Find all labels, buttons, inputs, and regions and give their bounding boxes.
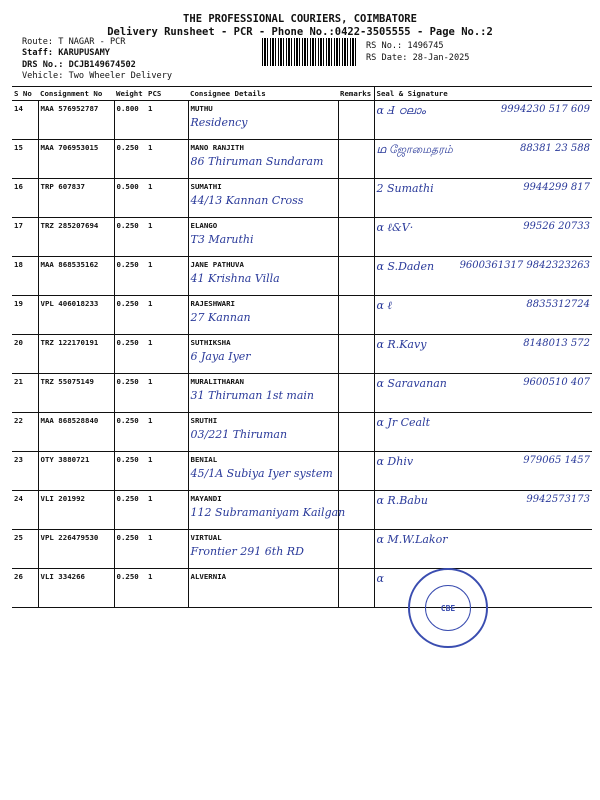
sno-cell: 25 [12,530,38,569]
sno-cell: 22 [12,413,38,452]
remarks-cell [338,335,374,374]
handwritten-address: 44/13 Kannan Cross [190,194,304,207]
staff-value: KARUPUSAMY [58,48,110,58]
courier-seal-stamp [408,568,488,648]
consignment-cell: VLI 334266 [38,569,114,608]
table-row [12,335,592,374]
handwritten-signature: α Dhiv [376,455,414,468]
handwritten-address: 45/1A Subiya Iyer system [190,467,333,480]
consignee-name: JANE PATHUVA [190,260,244,269]
weight-cell: 0.250 [114,218,146,257]
consignee-name: MUTHU [190,104,213,113]
sno-cell: 16 [12,179,38,218]
pcs-cell: 1 [146,491,188,530]
consignee-cell [188,413,338,452]
signature-cell [374,335,592,374]
consignment-cell: VLI 201992 [38,491,114,530]
handwritten-signature: α M.W.Lakor [376,533,448,546]
col-consignment: Consignment No [38,87,114,101]
consignment-cell: MAA 706953015 [38,140,114,179]
signature-cell [374,374,592,413]
consignment-cell: MAA 868535162 [38,257,114,296]
handwritten-signature: α [376,572,384,585]
signature-cell [374,257,592,296]
sno-cell: 15 [12,140,38,179]
consignment-cell: OTY 3880721 [38,452,114,491]
consignee-cell [188,101,338,140]
handwritten-address: Residency [190,116,248,129]
remarks-cell [338,530,374,569]
consignee-name: MURALITHARAN [190,377,244,386]
handwritten-address: T3 Maruthi [190,233,254,246]
table-row [12,296,592,335]
table-row [12,179,592,218]
table-row [12,374,592,413]
consignee-name: MAYANDI [190,494,222,503]
consignee-cell [188,530,338,569]
weight-cell: 0.500 [114,179,146,218]
consignment-cell: VPL 406018233 [38,296,114,335]
table-row [12,569,592,608]
consignment-cell: TRZ 122170191 [38,335,114,374]
consignee-cell [188,218,338,257]
signature-cell [374,140,592,179]
signature-cell [374,101,592,140]
consignment-cell: MAA 868528840 [38,413,114,452]
sno-cell: 24 [12,491,38,530]
sno-cell: 17 [12,218,38,257]
table-row [12,140,592,179]
pcs-cell: 1 [146,413,188,452]
drs-label: DRS No.: [22,60,64,70]
handwritten-phone: 8148013 572 [523,338,590,349]
table-row [12,452,592,491]
consignee-name: ELANGO [190,221,218,230]
weight-cell: 0.250 [114,452,146,491]
sno-cell: 26 [12,569,38,608]
signature-cell [374,296,592,335]
consignee-name: SUTHIKSHA [190,338,231,347]
weight-cell: 0.250 [114,374,146,413]
pcs-cell: 1 [146,335,188,374]
pcs-cell: 1 [146,179,188,218]
signature-cell [374,218,592,257]
signature-cell [374,530,592,569]
handwritten-phone: 9600361317 9842323263 [459,260,590,271]
consignee-name: BENIAL [190,455,218,464]
consignee-cell [188,179,338,218]
table-row [12,218,592,257]
consignee-cell [188,257,338,296]
handwritten-address: 03/221 Thiruman [190,428,288,441]
runsheet-subtitle: Delivery Runsheet - PCR - Phone No.:0422-3505555 - Page No.:2 [107,26,493,38]
handwritten-address: 27 Kannan [190,311,251,324]
table-row [12,257,592,296]
sno-cell: 19 [12,296,38,335]
remarks-cell [338,413,374,452]
handwritten-phone: 979065 1457 [523,455,590,466]
staff-line [22,48,110,58]
col-consignee: Consignee Details [188,87,338,101]
table-row [12,101,592,140]
handwritten-address: Frontier 291 6th RD [190,545,304,558]
consignee-name: VIRTUAL [190,533,222,542]
handwritten-phone: 99526 20733 [523,221,590,232]
sno-cell: 18 [12,257,38,296]
consignee-name: ALVERNIA [190,572,227,581]
table-row [12,491,592,530]
remarks-cell [338,257,374,296]
consignment-cell: MAA 576952787 [38,101,114,140]
weight-cell: 0.250 [114,569,146,608]
signature-cell [374,452,592,491]
pcs-cell: 1 [146,530,188,569]
weight-cell: 0.250 [114,413,146,452]
handwritten-phone: 88381 23 588 [520,143,590,154]
consignee-cell [188,491,346,530]
col-remarks: Remarks [338,87,374,101]
col-signature: Seal & Signature [374,87,592,101]
remarks-cell [338,452,374,491]
consignee-cell [188,296,338,335]
table-header-row [12,87,592,101]
pcs-cell: 1 [146,296,188,335]
signature-cell [374,491,592,530]
sno-cell: 20 [12,335,38,374]
weight-cell: 0.250 [114,296,146,335]
pcs-cell: 1 [146,374,188,413]
pcs-cell: 1 [146,218,188,257]
barcode [262,38,358,66]
remarks-cell [338,374,374,413]
staff-label: Staff: [22,48,54,58]
pcs-cell: 1 [146,140,188,179]
sno-cell: 21 [12,374,38,413]
pcs-cell: 1 [146,452,188,491]
col-sno: S No [12,87,38,101]
handwritten-phone: 9944299 817 [523,182,590,193]
vehicle-text: Vehicle: Two Wheeler Delivery [22,71,173,81]
runsheet-table [12,86,592,608]
consignee-cell [188,569,338,608]
col-pcs: PCS [146,87,188,101]
route-text: Route: T NAGAR - PCR [22,37,126,47]
signature-cell [374,413,592,452]
handwritten-signature: α R.Kavy [376,338,427,351]
handwritten-signature: α ℓ&V· [376,221,414,234]
consignee-cell [188,335,338,374]
remarks-cell [338,296,374,335]
handwritten-signature: α Saravanan [376,377,447,390]
handwritten-phone: 9942573173 [526,494,590,505]
handwritten-phone: 9994230 517 609 [500,104,590,115]
signature-cell [374,179,592,218]
consignee-cell [188,374,338,413]
col-weight: Weight [114,87,146,101]
remarks-cell [338,569,374,608]
weight-cell: 0.250 [114,335,146,374]
handwritten-signature: α Ⅎ ഠലാം [376,104,426,117]
handwritten-phone: 8835312724 [526,299,590,310]
consignee-name: MANO RANJITH [190,143,244,152]
rs-number: RS No.: 1496745 [366,41,444,51]
handwritten-signature: 2 Sumathi [376,182,434,195]
consignee-name: SRUTHI [190,416,218,425]
handwritten-signature: α Jr Cealt [376,416,431,429]
handwritten-signature: α R.Babu [376,494,428,507]
consignment-cell: VPL 226479530 [38,530,114,569]
handwritten-address: 112 Subramaniyam Kailgan [190,506,346,519]
pcs-cell: 1 [146,101,188,140]
handwritten-phone: 9600510 407 [523,377,590,388]
remarks-cell [338,218,374,257]
consignee-cell [188,452,338,491]
sno-cell: 23 [12,452,38,491]
weight-cell: 0.250 [114,491,146,530]
table-row [12,413,592,452]
handwritten-address: 41 Krishna Villa [190,272,280,285]
weight-cell: 0.250 [114,530,146,569]
remarks-cell [338,101,374,140]
sno-cell: 14 [12,101,38,140]
remarks-cell [338,179,374,218]
weight-cell: 0.250 [114,257,146,296]
consignment-cell: TRZ 285207694 [38,218,114,257]
consignment-cell: TRP 607837 [38,179,114,218]
handwritten-signature: α S.Daden [376,260,435,273]
drs-value: DCJB149674502 [68,60,136,70]
handwritten-signature: α ℓ [376,299,393,312]
remarks-cell [338,140,374,179]
weight-cell: 0.800 [114,101,146,140]
company-title: THE PROFESSIONAL COURIERS, COIMBATORE [183,13,417,25]
table-row [12,530,592,569]
handwritten-signature: ഥ ஜோமைதரம் [376,143,453,156]
consignment-cell: TRZ 55075149 [38,374,114,413]
stamp-center: CBE [425,585,471,631]
pcs-cell: 1 [146,569,188,608]
handwritten-address: 31 Thiruman 1st main [190,389,314,402]
handwritten-address: 6 Jaya Iyer [190,350,251,363]
weight-cell: 0.250 [114,140,146,179]
consignee-name: SUMATHI [190,182,222,191]
drs-line [22,60,136,70]
handwritten-address: 86 Thiruman Sundaram [190,155,324,168]
consignee-name: RAJESHWARI [190,299,235,308]
rs-date: RS Date: 28-Jan-2025 [366,53,470,63]
consignee-cell [188,140,338,179]
pcs-cell: 1 [146,257,188,296]
